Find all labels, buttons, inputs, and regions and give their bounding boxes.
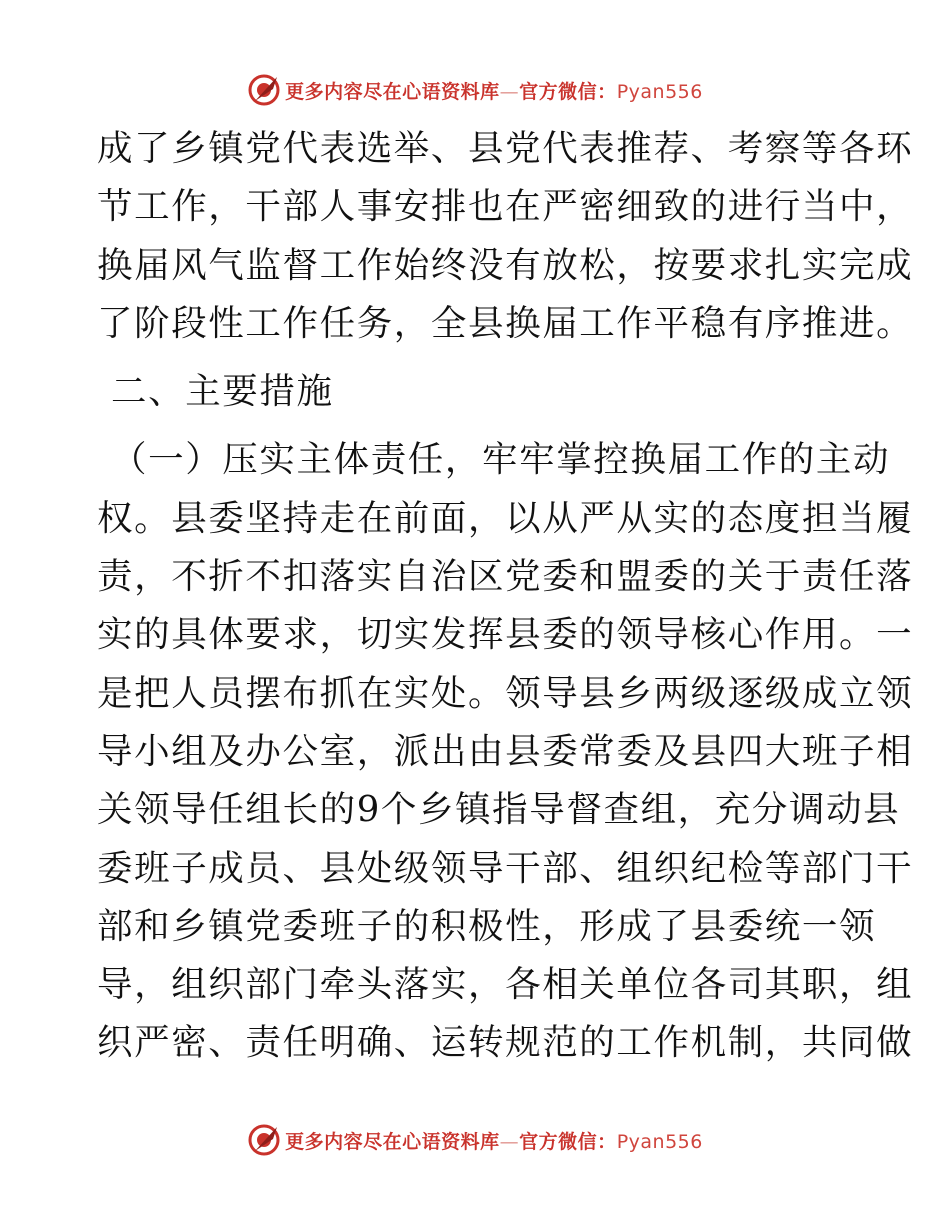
body-line: 节工作，干部人事安排也在严密细致的进行当中， [97,186,914,228]
watermark-separator: — [499,80,520,103]
section-heading: 二、主要措施 [111,371,334,413]
quill-logo-icon [247,1123,281,1157]
watermark-wechat-id: Pyan556 [616,80,703,103]
subsection-line: 部和乡镇党委班子的积极性，形成了县委统一领 [97,905,877,947]
subsection-line: 责，不折不扣落实自治区党委和盟委的关于责任落 [97,556,914,598]
footer-watermark [0,1120,950,1160]
watermark-text [285,77,703,104]
subsection-line: 导，组织部门牵头落实，各相关单位各司其职，组 [97,964,914,1006]
watermark-separator: — [499,1130,520,1153]
body-line: 了阶段性工作任务，全县换届工作平稳有序推进。 [97,302,914,344]
watermark-wechat-id: Pyan556 [616,1130,703,1153]
header-watermark [0,70,950,110]
document-body [97,120,914,1073]
watermark-main: 更多内容尽在心语资料库 [285,1130,500,1153]
body-line: 换届风气监督工作始终没有放松，按要求扎实完成 [97,244,914,286]
subsection-line: 委班子成员、县处级领导干部、组织纪检等部门干 [97,847,914,889]
body-line: 成了乡镇党代表选举、县党代表推荐、考察等各环 [97,128,914,169]
subsection-line: 导小组及办公室，派出由县委常委及县四大班子相 [97,730,914,772]
quill-logo-icon [247,73,281,107]
watermark-wechat-label: 官方微信： [519,1130,617,1153]
subsection-line: 织严密、责任明确、运转规范的工作机制，共同做 [97,1022,914,1064]
watermark-text [285,1127,703,1154]
subsection-line: 关领导任组长的9个乡镇指导督查组，充分调动县 [97,789,901,831]
watermark-wechat-label: 官方微信： [519,80,617,103]
subsection-line: （一）压实主体责任，牢牢掌控换届工作的主动 [111,439,891,481]
subsection-line: 是把人员摆布抓在实处。领导县乡两级逐级成立领 [97,672,914,714]
watermark-main: 更多内容尽在心语资料库 [285,80,500,103]
subsection-line: 权。县委坚持走在前面，以从严从实的态度担当履 [97,497,914,539]
subsection-line: 实的具体要求，切实发挥县委的领导核心作用。一 [97,614,914,656]
